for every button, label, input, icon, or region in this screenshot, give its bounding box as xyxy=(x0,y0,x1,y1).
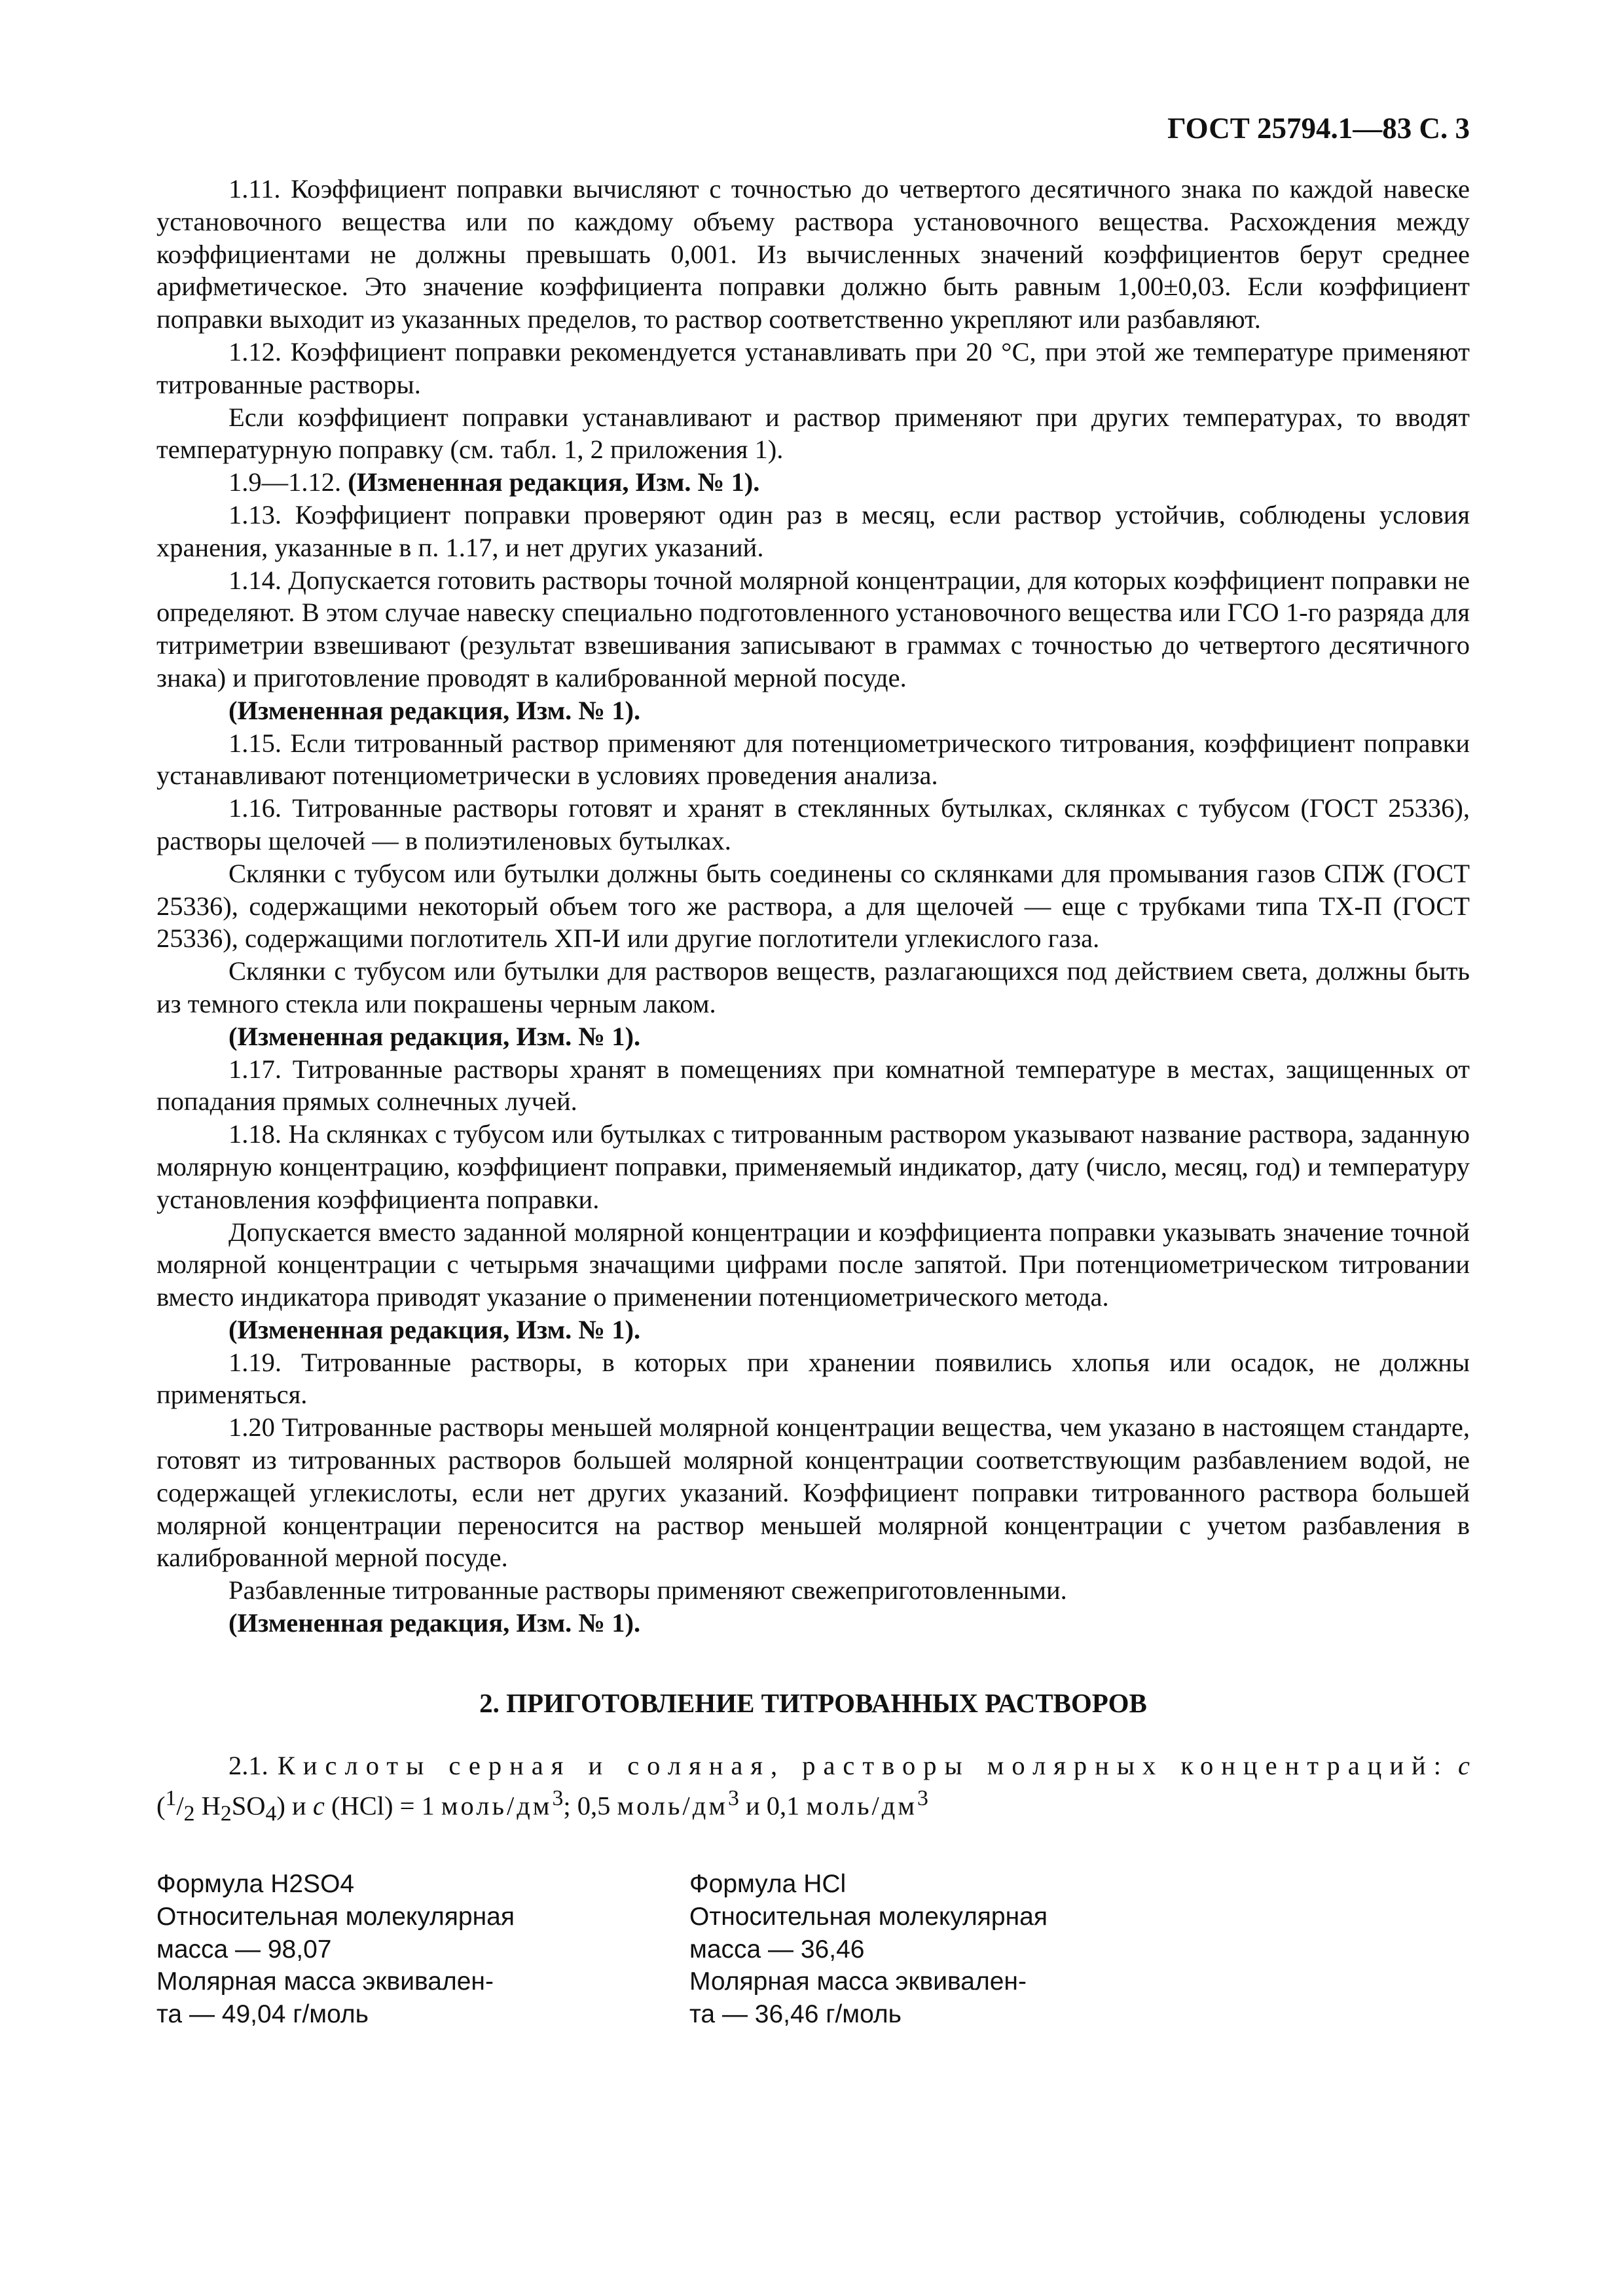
document-body xyxy=(156,173,1470,2031)
paragraph-range: 1.9—1.12. xyxy=(228,467,342,497)
formula-label: Формула H2SO4 xyxy=(156,1870,355,1899)
paragraph-1-17: 1.17. Титрованные растворы хранят в помещениях при комнатной температуре в местах, защищенных от попадания прямых солнечных лучей. xyxy=(156,1054,1470,1117)
document-page xyxy=(156,110,1470,2031)
molecular-mass-label: Относительная молекулярная xyxy=(156,1902,515,1931)
molecular-mass-value: масса — 98,07 xyxy=(156,1935,332,1964)
amendment-note: (Измененная редакция, Изм. № 1). xyxy=(228,1608,641,1638)
paragraph-1-20-dilution: Разбавленные титрованные растворы применяют свежеприготовленными. xyxy=(228,1575,1067,1605)
paragraph-2-1: 2.1. Кислоты серная и соляная, растворы молярных концентраций: c ($^1/_2$ $H_2SO_4$) и c (HCl) = 1 моль/$дм^3$; 0,5 моль/$дм^3$ и 0,1 моль/$дм^3$ xyxy=(156,1750,1470,1826)
paragraph-1-20: 1.20 Титрованные растворы меньшей молярной концентрации вещества, чем указано в настоящем стандарте, готовят из титрованных растворов большей молярной концентрации соответствующим разбавлением водой, не содержащей углекислоты, если нет других указаний. Коэффициент поправки титрованного раствора большей молярной концентрации переносится на раствор меньшей молярной концентрации с учетом разбавления в калиброванной мерной посуде. xyxy=(156,1412,1470,1573)
amendment-note: (Измененная редакция, Изм. № 1). xyxy=(348,467,760,497)
paragraph-1-16: 1.16. Титрованные растворы готовят и хранят в стеклянных бутылках, склянках с тубусом (ГОСТ 25336), растворы щелочей — в полиэтиленовых бутылках. xyxy=(156,793,1470,855)
paragraph-1-12-temperature: Если коэффициент поправки устанавливают и раствор применяют при других температурах, то вводят температурную поправку (см. табл. 1, 2 приложения 1). xyxy=(156,402,1470,465)
paragraph-1-16-dark-glass: Склянки с тубусом или бутылки для растворов веществ, разлагающихся под действием света, должны быть из темного стекла или покрашены черным лаком. xyxy=(156,956,1470,1018)
paragraph-1-19: 1.19. Титрованные растворы, в которых при хранении появились хлопья или осадок, не должны применяться. xyxy=(156,1347,1470,1410)
equivalent-mass-value: та — 36,46 г/моль xyxy=(689,2000,902,2029)
spec-column-h2so4 xyxy=(156,1868,689,2031)
concentration-symbol: c xyxy=(1458,1750,1470,1780)
reagent-specs xyxy=(156,1868,1470,2031)
paragraph-1-18-exact-concentration: Допускается вместо заданной молярной концентрации и коэффициента поправки указывать значение точной молярной концентрации с четырьмя значащими цифрами после запятой. При потенциометрическом титровании вместо индикатора приводят указание о применении потенциометрического метода. xyxy=(156,1217,1470,1312)
paragraph-1-11: 1.11. Коэффициент поправки вычисляют с точностью до четвертого десятичного знака по каждой навеске установочного вещества или по каждому объему раствора установочного вещества. Расхождения между коэффициентами не должны превышать 0,001. Из вычисленных значений коэффициентов берут среднее арифметическое. Это значение коэффициента поправки должно быть равным 1,00±0,03. Если коэффициент поправки выходит из указанных пределов, то раствор соответственно укрепляют или разбавляют. xyxy=(156,174,1470,334)
concentration-symbol: c xyxy=(312,1791,325,1821)
equivalent-mass-value: та — 49,04 г/моль xyxy=(156,2000,369,2029)
running-header: ГОСТ 25794.1—83 С. 3 xyxy=(1167,112,1470,145)
formula-label: Формула HCl xyxy=(689,1870,847,1899)
paragraph-1-16-connection: Склянки с тубусом или бутылки должны быть соединены со склянками для промывания газов СПЖ (ГОСТ 25336), содержащими некоторый объем того же раствора, а для щелочей — еще с трубками типа ТХ-П (ГОСТ 25336), содержащими поглотитель ХП-И или другие поглотители углекислого газа. xyxy=(156,858,1470,954)
equivalent-mass-label: Молярная масса эквивален- xyxy=(689,1967,1027,1996)
equivalent-mass-label: Молярная масса эквивален- xyxy=(156,1967,494,1996)
section-title: 2. ПРИГОТОВЛЕНИЕ ТИТРОВАННЫХ РАСТВОРОВ xyxy=(479,1687,1147,1718)
paragraph-1-15: 1.15. Если титрованный раствор применяют для потенциометрического титрования, коэффициент поправки устанавливают потенциометрически в условиях проведения анализа. xyxy=(156,728,1470,791)
molecular-mass-label: Относительная молекулярная xyxy=(689,1902,1048,1931)
molecular-mass-value: масса — 36,46 xyxy=(689,1935,865,1964)
amendment-note: (Измененная редакция, Изм. № 1). xyxy=(228,1021,641,1051)
paragraph-1-12: 1.12. Коэффициент поправки рекомендуется устанавливать при 20 °С, при этой же температуре применяют титрованные растворы. xyxy=(156,336,1470,399)
paragraph-1-14: 1.14. Допускается готовить растворы точной молярной концентрации, для которых коэффициент поправки не определяют. В этом случае навеску специально подготовленного установочного вещества или ГСО 1-го разряда для титриметрии взвешивают (результат взвешивания записывают в граммах с точностью до четвертого десятичного знака) и приготовление проводят в калиброванной мерной посуде. xyxy=(156,565,1470,692)
paragraph-1-18: 1.18. На склянках с тубусом или бутылках с титрованным раствором указывают название раствора, заданную молярную концентрацию, коэффициент поправки, применяемый индикатор, дату (число, месяц, год) и температуру установления коэффициента поправки. xyxy=(156,1119,1470,1214)
paragraph-number: 2.1. xyxy=(228,1750,268,1780)
paragraph-1-9-1-12-amendment xyxy=(156,466,1470,499)
reagent-title: Кислоты серная и соляная, растворы молярных концентраций: xyxy=(277,1750,1449,1780)
amendment-note: (Измененная редакция, Изм. № 1). xyxy=(228,695,641,725)
amendment-note: (Измененная редакция, Изм. № 1). xyxy=(228,1314,641,1344)
paragraph-1-13: 1.13. Коэффициент поправки проверяют один раз в месяц, если раствор устойчив, соблюдены условия хранения, указанные в п. 1.17, и нет других указаний. xyxy=(156,499,1470,562)
spec-column-hcl xyxy=(689,1868,1222,2031)
